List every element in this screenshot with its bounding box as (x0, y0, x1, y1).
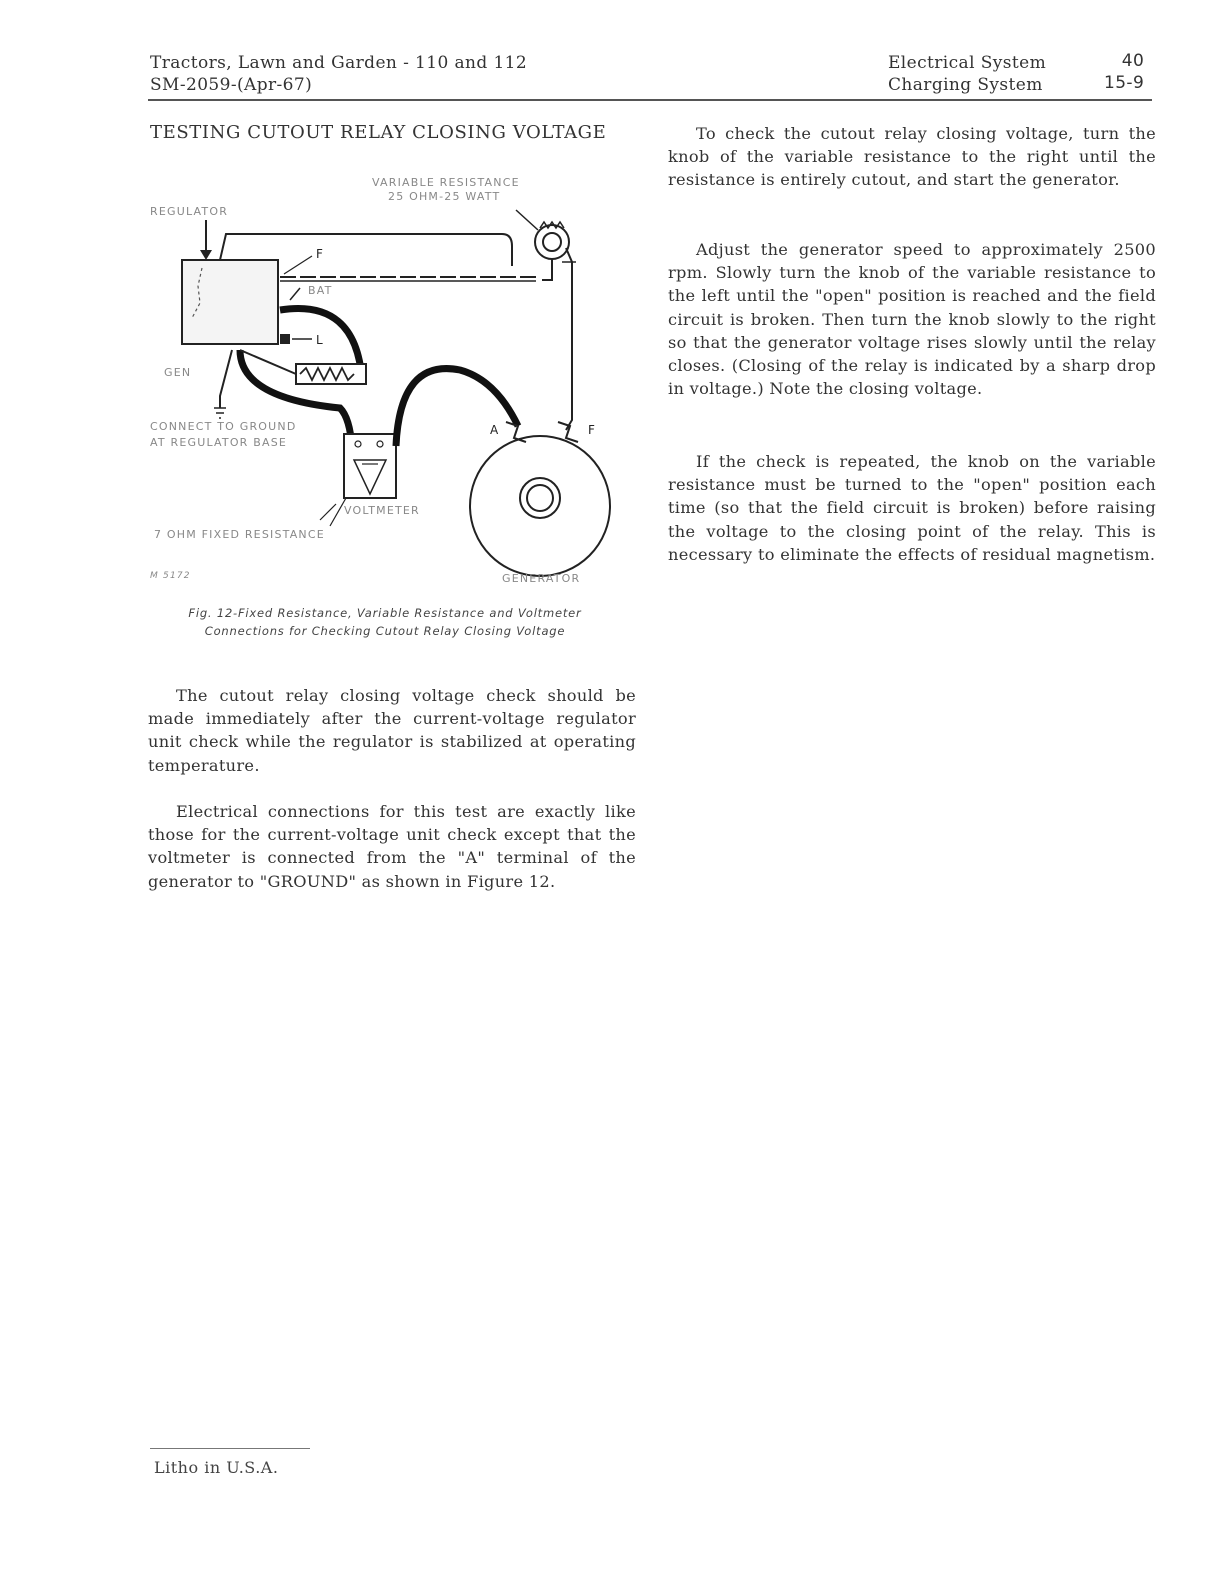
label-variable-resistance: VARIABLE RESISTANCE (372, 176, 520, 189)
label-terminal-l: L (316, 333, 323, 347)
wiring-diagram (140, 158, 620, 598)
section-number: 15-9 (1104, 73, 1145, 93)
label-terminal-bat: BAT (308, 284, 333, 297)
paragraph: To check the cutout relay closing voltage, turn the knob of the variable resistance to the right until the resistance is entirely cutout, and start the generator. (668, 124, 1156, 190)
label-fixed-resistance: 7 OHM FIXED RESISTANCE (154, 528, 325, 541)
regulator-unit (182, 220, 278, 344)
paragraph: Electrical connections for this test are exactly like those for the current-voltage unit check except that the voltmeter is connected from the "A" terminal of the generator to "GROUND" as shown in Figure 12. (148, 802, 636, 891)
header-page-numbers (1104, 50, 1144, 94)
label-variable-resistance-rating: 25 OHM-25 WATT (388, 190, 501, 203)
label-generator-a: A (490, 423, 499, 437)
label-voltmeter: VOLTMETER (344, 504, 420, 517)
header-subsection: Charging System (888, 75, 1043, 95)
header-manual-code: SM-2059-(Apr-67) (150, 75, 313, 95)
header-right (888, 52, 1046, 96)
header-divider (148, 99, 1152, 101)
section-title: TESTING CUTOUT RELAY CLOSING VOLTAGE (150, 122, 607, 143)
paragraph: If the check is repeated, the knob on the variable resistance must be turned to the "open" position each time (so that the field circuit is broken) before raising the voltage to the closing point of the relay. This is necessary to eliminate the effects of residual magnetism. (668, 452, 1156, 564)
header-left (150, 52, 527, 96)
label-generator: GENERATOR (502, 572, 581, 585)
label-ground-1: CONNECT TO GROUND (150, 420, 297, 433)
header-manual-title: Tractors, Lawn and Garden - 110 and 112 (150, 53, 528, 73)
voltmeter (344, 434, 396, 498)
label-generator-f: F (588, 423, 595, 437)
figure-caption: Fig. 12-Fixed Resistance, Variable Resistance and Voltmeter Connections for Checking Cutout Relay Closing Voltage (188, 606, 582, 638)
footer-divider (150, 1448, 310, 1449)
variable-resistance (516, 210, 569, 280)
paragraph: The cutout relay closing voltage check should be made immediately after the current-voltage regulator unit check while the regulator is stabilized at operating temperature. (148, 686, 636, 775)
generator (470, 422, 610, 576)
label-ground-2: AT REGULATOR BASE (150, 436, 288, 449)
label-regulator: REGULATOR (150, 205, 229, 218)
label-terminal-gen: GEN (164, 366, 192, 379)
label-figure-code: M 5172 (150, 571, 191, 581)
label-terminal-f: F (316, 247, 323, 261)
paragraph: Adjust the generator speed to approximately 2500 rpm. Slowly turn the knob of the variable resistance to the left until the "open" position is reached and the field circuit is broken. Then turn the knob slowly to the right so that the generator voltage rises slowly until the relay closes. (Closing of the relay is indicated by a sharp drop in voltage.) Note the closing voltage. (668, 240, 1156, 399)
page-number: 40 (1121, 51, 1145, 71)
footer-litho: Litho in U.S.A. (154, 1458, 279, 1477)
header-section: Electrical System (888, 53, 1047, 73)
